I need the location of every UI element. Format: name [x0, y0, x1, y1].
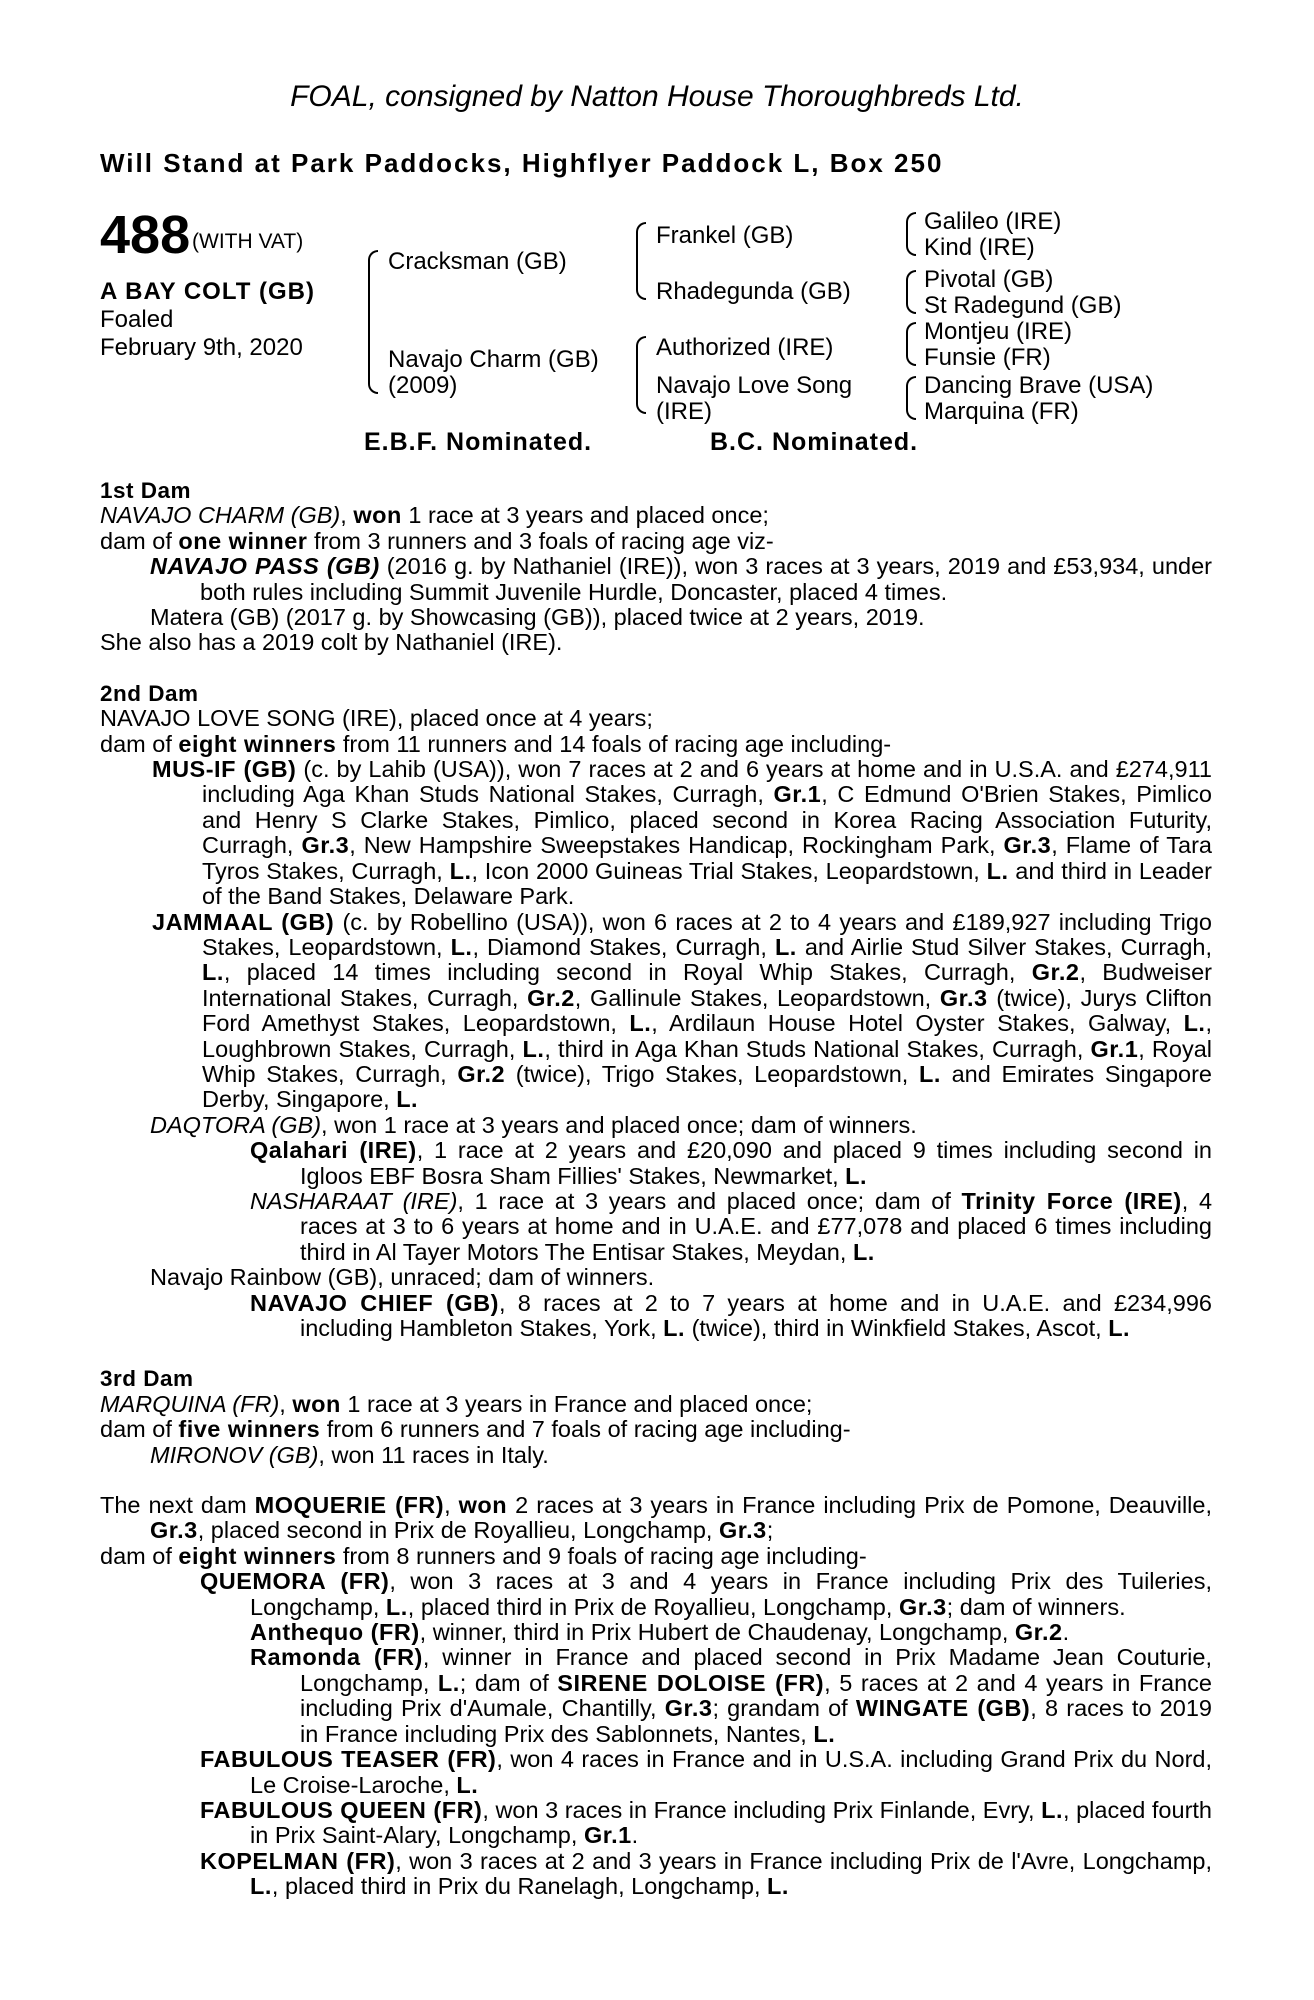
pedigree-gg-4: St Radegund (GB) [924, 292, 1122, 319]
pedigree-brace-main [368, 250, 378, 394]
pedigree-gg-5: Montjeu (IRE) [924, 318, 1073, 345]
produce-matera: Matera (GB) (2017 g. by Showcasing (GB)), placed twice at 2 years, 2019. [150, 604, 925, 631]
pedigree-dam-dam: Navajo Love Song [656, 372, 853, 399]
third-dam-produce-summary: dam of five winners from 6 runners and 7 foals of racing age including- [100, 1416, 851, 1443]
bc-nominated: B.C. Nominated. [710, 428, 919, 456]
pedigree-brace-2 [906, 270, 916, 314]
produce-note: She also has a 2019 colt by Nathaniel (IRE). [100, 629, 563, 656]
next-dam-produce-summary: dam of eight winners from 8 runners and 9 foals of racing age including- [100, 1542, 867, 1569]
pedigree-brace-4 [906, 376, 916, 420]
first-dam-line: NAVAJO CHARM (GB), won 1 race at 3 years and placed once; [100, 502, 769, 529]
pedigree-sire: Cracksman (GB) [388, 248, 567, 275]
produce-fabulous-teaser: FABULOUS TEASER (FR), won 4 races in France and in U.S.A. including Grand Prix du Nord, Le Croise-Laroche, L. [200, 1746, 1212, 1798]
produce-jammaal: JAMMAAL (GB) (c. by Robellino (USA)), won 6 races at 2 to 4 years and £189,927 including Trigo Stakes, Leopardstown, L., Diamond Stakes, Curragh, L. and Airlie Stud Silver Stakes, Curragh, L., placed 14 times including second in Royal Whip Stakes, Curragh, Gr.2, Budweiser International Stakes, Curragh, Gr.2, Gallinule Stakes, Leopardstown, Gr.3 (twice), Jurys Clifton Ford Amethyst Stakes, Leopardstown, L., Ardilaun House Hotel Oyster Stakes, Galway, L., Loughbrown Stakes, Curragh, L., third in Aga Khan Studs National Stakes, Curragh, Gr.1, Royal Whip Stakes, Curragh, Gr.2 (twice), Trigo Stakes, Leopardstown, L. and Emirates Singapore Derby, Singapore, L. [152, 908, 1213, 1113]
vat-label: (WITH VAT) [192, 230, 304, 253]
produce-navajo-pass: NAVAJO PASS (GB) (2016 g. by Nathaniel (IRE)), won 3 races at 3 years, 2019 and £53,934, under both rules including Summit Juvenile Hurdle, Doncaster, placed 4 times. [150, 553, 1212, 605]
third-dam-line: MARQUINA (FR), won 1 race at 3 years in France and placed once; [100, 1390, 813, 1417]
produce-fabulous-queen: FABULOUS QUEEN (FR), won 3 races in France including Prix Finlande, Evry, L., placed fourth in Prix Saint-Alary, Longchamp, Gr.1. [200, 1796, 1212, 1849]
produce-kopelman: KOPELMAN (FR), won 3 races at 2 and 3 years in France including Prix de l'Avre, Longchamp, L., placed third in Prix du Ranelagh, Longchamp, L. [200, 1847, 1212, 1900]
foaled-label: Foaled [100, 306, 174, 333]
pedigree-dam-sire: Authorized (IRE) [656, 334, 834, 361]
produce-mironov: MIRONOV (GB), won 11 races in Italy. [150, 1441, 549, 1468]
pedigree-dam: Navajo Charm (GB) [388, 346, 599, 373]
second-dam-line: NAVAJO LOVE SONG (IRE), placed once at 4 years; [100, 705, 653, 732]
produce-mus-if: MUS-IF (GB) (c. by Lahib (USA)), won 7 races at 2 and 6 years at home and in U.S.A. and £274,911 including Aga Khan Studs National Stakes, Curragh, Gr.1, C Edmund O'Brien Stakes, Pimlico and Henry S Clarke Stakes, Pimlico, placed second in Korea Racing Association Futurity, Curragh, Gr.3, New Hampshire Sweepstakes Handicap, Rockingham Park, Gr.3, Flame of Tara Tyros Stakes, Curragh, L., Icon 2000 Guineas Trial Stakes, Leopardstown, L. and third in Leader of the Band Stakes, Delaware Park. [152, 756, 1213, 910]
pedigree-dam-year: (2009) [388, 372, 458, 399]
ebf-nominated: E.B.F. Nominated. [364, 428, 593, 456]
lot-title: A BAY COLT (GB) [100, 278, 316, 305]
pedigree-gg-1: Galileo (IRE) [924, 208, 1062, 235]
produce-qalahari: Qalahari (IRE), 1 race at 2 years and £20,090 and placed 9 times including second in Igloos EBF Bosra Sham Fillies' Stakes, Newmarket, L. [250, 1137, 1213, 1189]
produce-quemora: QUEMORA (FR), won 3 races at 3 and 4 years in France including Prix des Tuileries, Longchamp, L., placed third in Prix de Royallieu, Longchamp, Gr.3; dam of winners. [200, 1568, 1212, 1620]
produce-navajo-chief: NAVAJO CHIEF (GB), 8 races at 2 to 7 years at home and in U.A.E. and £234,996 including Hambleton Stakes, York, L. (twice), third in Winkfield Stakes, Ascot, L. [250, 1289, 1212, 1341]
pedigree-gg-2: Kind (IRE) [924, 234, 1035, 261]
pedigree-gg-8: Marquina (FR) [924, 398, 1079, 425]
pedigree-brace-sire [636, 222, 646, 300]
consignor-line: FOAL, consigned by Natton House Thoroughbreds Ltd. [290, 80, 1024, 113]
lot-number: 488 [100, 205, 191, 265]
pedigree-brace-1 [906, 212, 916, 256]
pedigree-brace-dam [636, 336, 646, 414]
produce-navajo-rainbow: Navajo Rainbow (GB), unraced; dam of winners. [150, 1264, 655, 1291]
pedigree-gg-3: Pivotal (GB) [924, 266, 1054, 293]
first-dam-heading: 1st Dam [100, 478, 192, 503]
produce-anthequo: Anthequo (FR), winner, third in Prix Hubert de Chaudenay, Longchamp, Gr.2. [250, 1619, 1070, 1646]
third-dam-heading: 3rd Dam [100, 1366, 194, 1392]
produce-ramonda: Ramonda (FR), winner in France and placed second in Prix Madame Jean Couturie, Longchamp, L.; dam of SIRENE DOLOISE (FR), 5 races at 2 and 4 years in France including Prix d'Aumale, Chantilly, Gr.3; grandam of WINGATE (GB), 8 races to 2019 in France including Prix des Sablonnets, Nantes, L. [250, 1644, 1213, 1747]
pedigree-gg-7: Dancing Brave (USA) [924, 372, 1154, 399]
produce-daqtora: DAQTORA (GB), won 1 race at 3 years and placed once; dam of winners. [150, 1111, 917, 1138]
produce-nasharaat: NASHARAAT (IRE), 1 race at 3 years and placed once; dam of Trinity Force (IRE), 4 races at 3 to 6 years at home and in U.A.E. and £77,078 and placed 6 times including third in Al Tayer Motors The Entisar Stakes, Meydan, L. [250, 1187, 1213, 1265]
catalogue-body [100, 478, 1212, 1900]
pedigree-brace-3 [906, 322, 916, 366]
pedigree-sire-dam: Rhadegunda (GB) [656, 278, 851, 305]
second-dam-produce-summary: dam of eight winners from 11 runners and 14 foals of racing age including- [100, 730, 892, 757]
pedigree-sire-sire: Frankel (GB) [656, 222, 794, 249]
first-dam-produce-summary: dam of one winner from 3 runners and 3 foals of racing age viz- [100, 527, 774, 554]
second-dam-heading: 2nd Dam [100, 680, 199, 706]
pedigree-gg-6: Funsie (FR) [924, 344, 1051, 371]
foaled-date: February 9th, 2020 [100, 334, 303, 361]
pedigree-dam-dam-country: (IRE) [656, 398, 712, 425]
stand-location: Will Stand at Park Paddocks, Highflyer Paddock L, Box 250 [100, 148, 944, 178]
next-dam-line: The next dam MOQUERIE (FR), won 2 races at 3 years in France including Prix de Pomone, Deauville, Gr.3, placed second in Prix de Royallieu, Longchamp, Gr.3; [100, 1492, 1212, 1544]
